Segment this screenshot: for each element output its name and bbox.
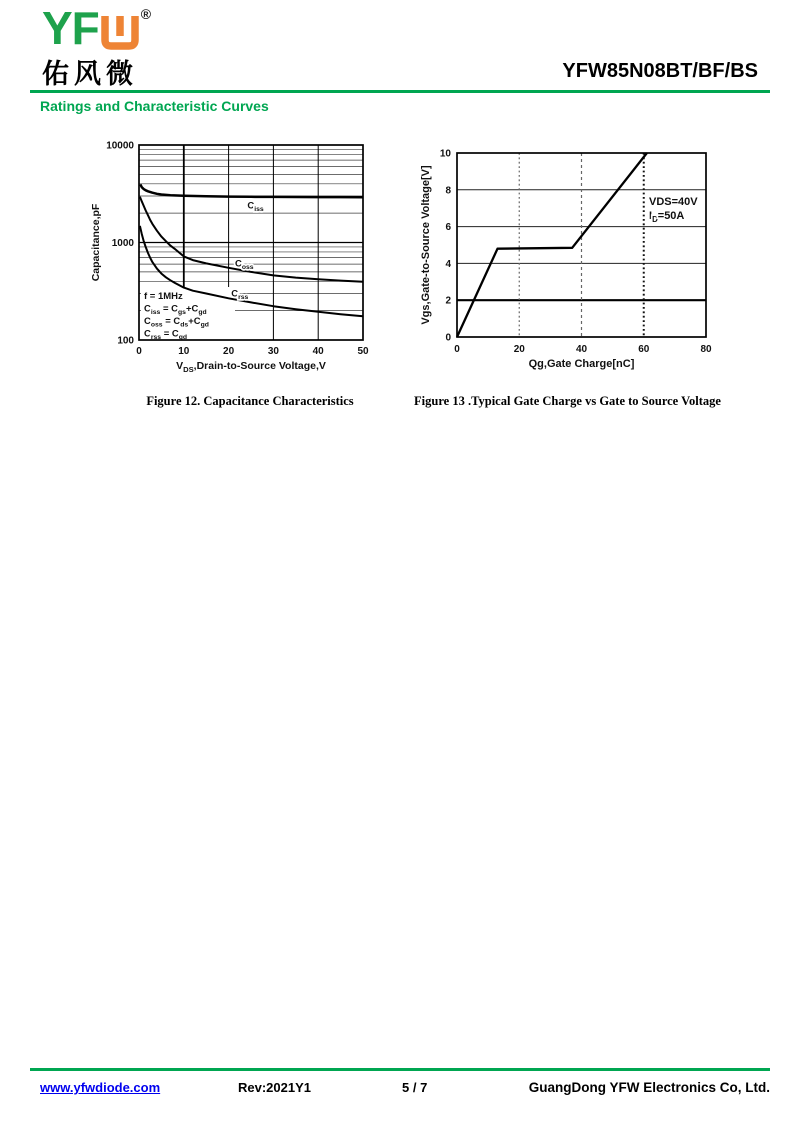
svg-text:2: 2 <box>445 295 451 307</box>
figure-12-caption: Figure 12. Capacitance Characteristics <box>146 394 354 408</box>
svg-text:40: 40 <box>575 344 588 355</box>
annotation: $C_{iss} = C_{gs}+C_{gd}$ <box>144 303 207 317</box>
svg-text:10: 10 <box>178 346 190 357</box>
x-axis-label: Qg,Gate Charge[nC] <box>528 358 635 370</box>
curve-label: $C_{oss}$ <box>234 258 254 272</box>
svg-text:0: 0 <box>445 332 451 344</box>
curve-label: $C_{rss}$ <box>231 288 249 302</box>
annotation: $I_D=50A$ <box>649 210 685 225</box>
website-link[interactable]: www.yfwdiode.com <box>40 1080 161 1095</box>
company-logo <box>42 2 152 89</box>
section-title: Ratings and Characteristic Curves <box>40 98 269 114</box>
svg-text:1000: 1000 <box>111 238 134 249</box>
grid <box>457 153 706 337</box>
curve-Ciss <box>140 184 363 197</box>
svg-text:6: 6 <box>445 222 451 234</box>
svg-text:80: 80 <box>700 344 712 355</box>
page-number: 5 / 7 <box>402 1080 428 1095</box>
svg-text:100: 100 <box>117 335 134 347</box>
registered-trademark-icon: ® <box>140 6 152 22</box>
svg-text:50: 50 <box>357 346 369 357</box>
figure-13-caption: Figure 13 .Typical Gate Charge vs Gate to Source Voltage <box>414 394 721 408</box>
svg-text:0: 0 <box>136 346 142 357</box>
annotation: $C_{oss} = C_{ds}+C_{gd}$ <box>144 316 209 329</box>
revision-label: Rev:2021Y1 <box>238 1080 311 1095</box>
page-title-part-number: YFW85N08BT/BF/BS <box>562 60 758 82</box>
y-axis-label: Capacitance,pF <box>90 203 102 282</box>
gate-charge-chart <box>415 135 720 375</box>
svg-text:8: 8 <box>445 185 451 197</box>
company-name: GuangDong YFW Electronics Co, Ltd. <box>528 1080 770 1095</box>
svg-text:60: 60 <box>638 344 650 355</box>
svg-text:20: 20 <box>513 344 525 355</box>
svg-text:10: 10 <box>439 148 451 160</box>
annotation: VDS=40V <box>649 196 698 208</box>
svg-text:0: 0 <box>454 344 460 355</box>
svg-text:20: 20 <box>223 346 235 357</box>
x-axis-label: $V_{DS},Drain-to$-Source Voltage,V <box>176 360 326 374</box>
annotation: f = 1MHz <box>144 291 183 302</box>
curve-vgs <box>457 153 647 337</box>
svg-text:30: 30 <box>267 346 279 357</box>
yfw-logo-mark-icon <box>101 14 139 57</box>
logo-yf-text: YF <box>42 2 99 54</box>
capacitance-characteristics-chart <box>85 135 380 375</box>
annotation: $C_{rss} = C_{gd}$ <box>144 328 188 342</box>
svg-text:4: 4 <box>445 258 451 270</box>
logo-chinese-name: 佑风微 <box>42 59 138 89</box>
svg-text:40: 40 <box>312 346 324 357</box>
svg-text:10000: 10000 <box>106 140 134 152</box>
footer-divider <box>30 1068 770 1071</box>
y-axis-label: Vgs,Gate-to-Source Voltage[V] <box>420 165 432 325</box>
header-divider <box>30 90 770 93</box>
curve-label: $C_{iss}$ <box>247 200 264 214</box>
